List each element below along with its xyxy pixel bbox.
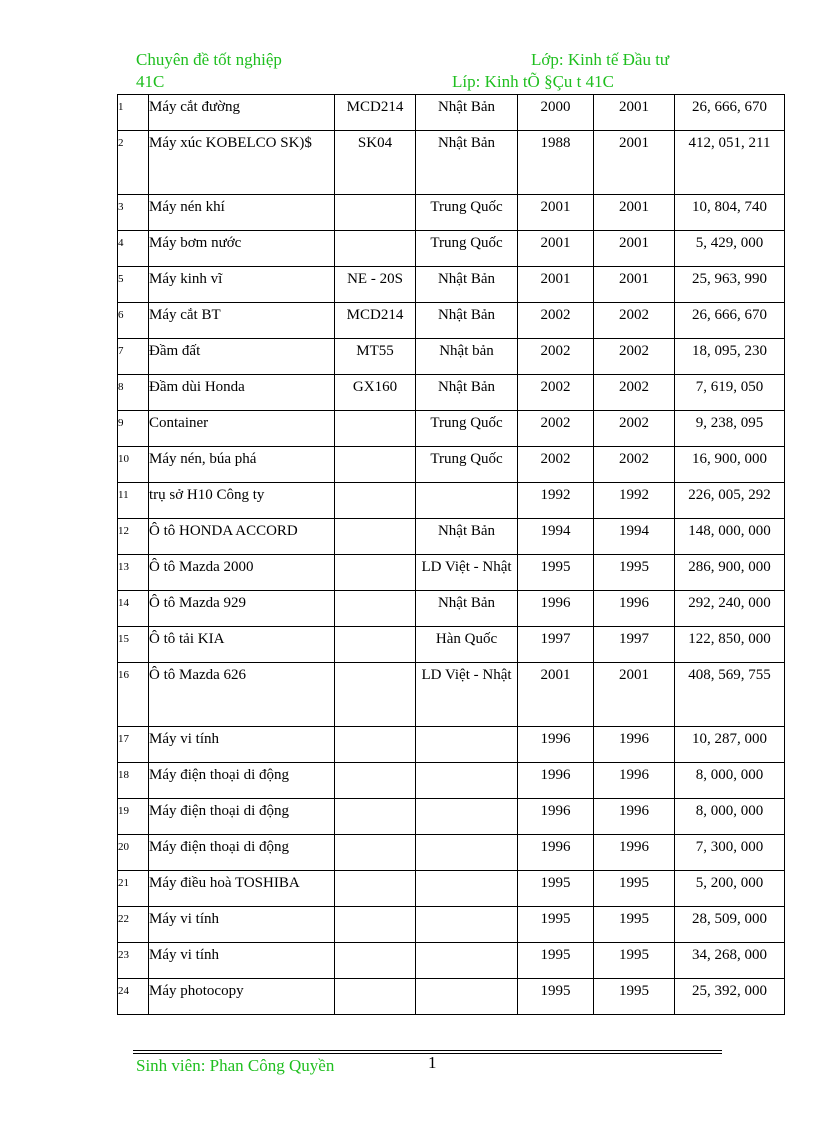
header-class-garbled: Líp: Kinh tÕ §Çu t 41C	[452, 72, 614, 91]
asset-model	[335, 799, 416, 835]
asset-origin	[416, 483, 518, 519]
year-manufactured: 1995	[518, 943, 594, 979]
asset-value: 28, 509, 000	[675, 907, 785, 943]
row-number: 4	[118, 231, 149, 267]
asset-value: 5, 429, 000	[675, 231, 785, 267]
asset-name: Đầm dùi Honda	[149, 375, 335, 411]
table-row	[118, 339, 785, 375]
row-number: 3	[118, 195, 149, 231]
asset-value: 9, 238, 095	[675, 411, 785, 447]
year-in-use: 2001	[594, 131, 675, 195]
table-row	[118, 727, 785, 763]
table-row	[118, 979, 785, 1015]
table-row	[118, 835, 785, 871]
year-manufactured: 1988	[518, 131, 594, 195]
asset-origin	[416, 871, 518, 907]
asset-origin: Nhật Bản	[416, 591, 518, 627]
year-in-use: 1995	[594, 555, 675, 591]
asset-name: Máy nén, búa phá	[149, 447, 335, 483]
asset-model	[335, 835, 416, 871]
year-in-use: 2002	[594, 339, 675, 375]
table-row	[118, 519, 785, 555]
row-number: 2	[118, 131, 149, 195]
row-number: 13	[118, 555, 149, 591]
asset-origin: Nhật bản	[416, 339, 518, 375]
table-row	[118, 303, 785, 339]
year-manufactured: 2002	[518, 339, 594, 375]
asset-origin	[416, 835, 518, 871]
row-number: 9	[118, 411, 149, 447]
asset-value: 7, 300, 000	[675, 835, 785, 871]
row-number: 18	[118, 763, 149, 799]
year-manufactured: 1995	[518, 871, 594, 907]
asset-name: Máy điện thoại di động	[149, 835, 335, 871]
year-in-use: 1995	[594, 943, 675, 979]
asset-value: 25, 963, 990	[675, 267, 785, 303]
asset-model: MCD214	[335, 303, 416, 339]
year-in-use: 2002	[594, 303, 675, 339]
year-in-use: 1995	[594, 979, 675, 1015]
asset-name: Đầm đất	[149, 339, 335, 375]
table-row	[118, 195, 785, 231]
row-number: 19	[118, 799, 149, 835]
asset-value: 292, 240, 000	[675, 591, 785, 627]
table-row	[118, 627, 785, 663]
year-manufactured: 2002	[518, 375, 594, 411]
year-manufactured: 1996	[518, 591, 594, 627]
asset-value: 286, 900, 000	[675, 555, 785, 591]
asset-value: 5, 200, 000	[675, 871, 785, 907]
asset-model	[335, 979, 416, 1015]
table-row	[118, 663, 785, 727]
table-row	[118, 447, 785, 483]
table-row	[118, 411, 785, 447]
year-in-use: 2002	[594, 375, 675, 411]
asset-value: 226, 005, 292	[675, 483, 785, 519]
table-row	[118, 95, 785, 131]
row-number: 8	[118, 375, 149, 411]
asset-name: Máy cắt đường	[149, 95, 335, 131]
year-in-use: 1996	[594, 591, 675, 627]
row-number: 5	[118, 267, 149, 303]
year-manufactured: 2001	[518, 663, 594, 727]
asset-model	[335, 483, 416, 519]
row-number: 23	[118, 943, 149, 979]
header-class-right: Lớp: Kinh tế Đầu tư	[531, 50, 670, 69]
row-number: 22	[118, 907, 149, 943]
year-manufactured: 2002	[518, 303, 594, 339]
year-manufactured: 1996	[518, 799, 594, 835]
asset-origin: Nhật Bản	[416, 519, 518, 555]
year-manufactured: 1997	[518, 627, 594, 663]
asset-name: Ô tô Mazda 626	[149, 663, 335, 727]
table-row	[118, 267, 785, 303]
table-row	[118, 591, 785, 627]
year-manufactured: 1995	[518, 979, 594, 1015]
row-number: 6	[118, 303, 149, 339]
row-number: 10	[118, 447, 149, 483]
asset-model	[335, 231, 416, 267]
asset-model: GX160	[335, 375, 416, 411]
asset-model	[335, 411, 416, 447]
asset-name: Máy điều hoà TOSHIBA	[149, 871, 335, 907]
asset-name: Máy photocopy	[149, 979, 335, 1015]
asset-value: 34, 268, 000	[675, 943, 785, 979]
table-row	[118, 483, 785, 519]
year-manufactured: 1996	[518, 835, 594, 871]
asset-origin	[416, 727, 518, 763]
asset-name: Ô tô HONDA ACCORD	[149, 519, 335, 555]
asset-origin	[416, 763, 518, 799]
asset-origin	[416, 907, 518, 943]
row-number: 20	[118, 835, 149, 871]
table-row	[118, 943, 785, 979]
header-class-code: 41C	[136, 72, 165, 91]
footer-rule	[133, 1050, 722, 1051]
footer-student-name: Sinh viên: Phan Công Quyền	[136, 1056, 335, 1075]
asset-name: Máy cắt BT	[149, 303, 335, 339]
asset-origin: Nhật Bản	[416, 375, 518, 411]
asset-value: 408, 569, 755	[675, 663, 785, 727]
asset-origin: LD Việt - Nhật	[416, 663, 518, 727]
asset-value: 26, 666, 670	[675, 303, 785, 339]
year-in-use: 1997	[594, 627, 675, 663]
asset-model: NE - 20S	[335, 267, 416, 303]
asset-name: Máy nén khí	[149, 195, 335, 231]
year-manufactured: 1995	[518, 907, 594, 943]
asset-model: MCD214	[335, 95, 416, 131]
asset-model	[335, 663, 416, 727]
asset-model	[335, 555, 416, 591]
asset-model	[335, 447, 416, 483]
asset-model	[335, 763, 416, 799]
year-in-use: 2001	[594, 195, 675, 231]
year-in-use: 1992	[594, 483, 675, 519]
asset-origin: LD Việt - Nhật	[416, 555, 518, 591]
asset-origin: Trung Quốc	[416, 231, 518, 267]
year-manufactured: 2002	[518, 411, 594, 447]
asset-origin	[416, 799, 518, 835]
asset-origin: Nhật Bản	[416, 303, 518, 339]
asset-origin: Trung Quốc	[416, 411, 518, 447]
asset-table	[117, 94, 785, 1015]
asset-name: Ô tô tải KIA	[149, 627, 335, 663]
asset-model	[335, 519, 416, 555]
asset-value: 16, 900, 000	[675, 447, 785, 483]
asset-name: Ô tô Mazda 929	[149, 591, 335, 627]
asset-value: 148, 000, 000	[675, 519, 785, 555]
asset-origin	[416, 979, 518, 1015]
row-number: 17	[118, 727, 149, 763]
table-row	[118, 555, 785, 591]
page-number: 1	[428, 1053, 437, 1072]
year-manufactured: 2001	[518, 231, 594, 267]
asset-model	[335, 943, 416, 979]
asset-model: MT55	[335, 339, 416, 375]
asset-model: SK04	[335, 131, 416, 195]
year-manufactured: 1994	[518, 519, 594, 555]
asset-origin: Trung Quốc	[416, 447, 518, 483]
asset-name: Máy vi tính	[149, 727, 335, 763]
year-manufactured: 1992	[518, 483, 594, 519]
asset-name: Máy vi tính	[149, 907, 335, 943]
asset-name: Máy vi tính	[149, 943, 335, 979]
row-number: 14	[118, 591, 149, 627]
table-row	[118, 231, 785, 267]
asset-model	[335, 871, 416, 907]
asset-name: Máy kinh vĩ	[149, 267, 335, 303]
table-row	[118, 763, 785, 799]
asset-value: 25, 392, 000	[675, 979, 785, 1015]
asset-model	[335, 591, 416, 627]
year-in-use: 2002	[594, 411, 675, 447]
table-row	[118, 871, 785, 907]
row-number: 11	[118, 483, 149, 519]
year-in-use: 2001	[594, 663, 675, 727]
asset-origin: Trung Quốc	[416, 195, 518, 231]
asset-origin: Hàn Quốc	[416, 627, 518, 663]
row-number: 15	[118, 627, 149, 663]
asset-value: 18, 095, 230	[675, 339, 785, 375]
asset-value: 26, 666, 670	[675, 95, 785, 131]
asset-model	[335, 727, 416, 763]
row-number: 24	[118, 979, 149, 1015]
year-in-use: 2001	[594, 95, 675, 131]
year-manufactured: 2001	[518, 267, 594, 303]
asset-name: Ô tô Mazda 2000	[149, 555, 335, 591]
year-manufactured: 1996	[518, 727, 594, 763]
asset-name: Container	[149, 411, 335, 447]
asset-model	[335, 195, 416, 231]
table-row	[118, 799, 785, 835]
year-in-use: 1996	[594, 835, 675, 871]
year-in-use: 1995	[594, 907, 675, 943]
row-number: 12	[118, 519, 149, 555]
year-in-use: 2002	[594, 447, 675, 483]
asset-origin	[416, 943, 518, 979]
year-manufactured: 2000	[518, 95, 594, 131]
year-manufactured: 1995	[518, 555, 594, 591]
asset-name: Máy điện thoại di động	[149, 763, 335, 799]
year-in-use: 2001	[594, 267, 675, 303]
asset-value: 8, 000, 000	[675, 763, 785, 799]
year-manufactured: 1996	[518, 763, 594, 799]
asset-name: Máy xúc KOBELCO SK)$	[149, 131, 335, 195]
header-title-left: Chuyên đề tốt nghiệp	[136, 50, 282, 69]
asset-model	[335, 627, 416, 663]
asset-value: 122, 850, 000	[675, 627, 785, 663]
asset-origin: Nhật Bản	[416, 95, 518, 131]
asset-model	[335, 907, 416, 943]
year-in-use: 2001	[594, 231, 675, 267]
row-number: 16	[118, 663, 149, 727]
asset-name: trụ sở H10 Công ty	[149, 483, 335, 519]
asset-origin: Nhật Bản	[416, 267, 518, 303]
row-number: 1	[118, 95, 149, 131]
year-manufactured: 2001	[518, 195, 594, 231]
asset-value: 10, 287, 000	[675, 727, 785, 763]
row-number: 21	[118, 871, 149, 907]
table-row	[118, 907, 785, 943]
year-manufactured: 2002	[518, 447, 594, 483]
row-number: 7	[118, 339, 149, 375]
year-in-use: 1995	[594, 871, 675, 907]
year-in-use: 1994	[594, 519, 675, 555]
asset-value: 8, 000, 000	[675, 799, 785, 835]
year-in-use: 1996	[594, 727, 675, 763]
asset-value: 10, 804, 740	[675, 195, 785, 231]
table-row	[118, 131, 785, 195]
asset-value: 7, 619, 050	[675, 375, 785, 411]
asset-origin: Nhật Bản	[416, 131, 518, 195]
asset-name: Máy điện thoại di động	[149, 799, 335, 835]
table-row	[118, 375, 785, 411]
asset-value: 412, 051, 211	[675, 131, 785, 195]
year-in-use: 1996	[594, 799, 675, 835]
year-in-use: 1996	[594, 763, 675, 799]
asset-name: Máy bơm nước	[149, 231, 335, 267]
